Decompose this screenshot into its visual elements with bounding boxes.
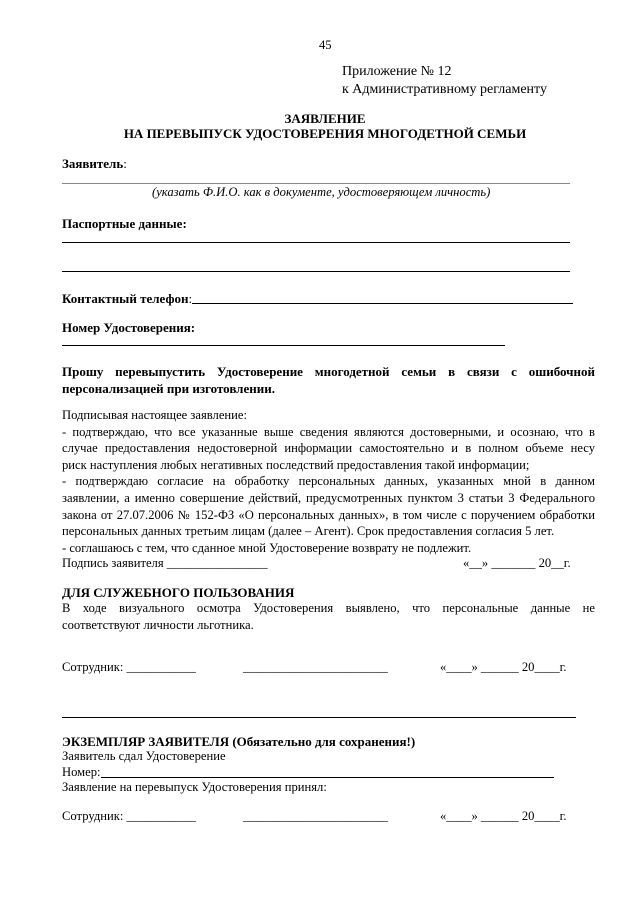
signature-date[interactable]: «__» _______ 20__г. [463, 556, 571, 570]
phone-field[interactable] [192, 303, 573, 304]
consent-line: - подтверждаю, что все указанные выше сведения являются достоверными, и осознаю, что в [62, 424, 595, 439]
consent-line: персональных данных третьим лицам (далее – Агент). Срок предоставления согласия 5 лет. [62, 524, 555, 539]
passport-field-1[interactable] [62, 242, 570, 243]
document-title: ЗАЯВЛЕНИЕ [284, 111, 366, 126]
applicant-label [62, 156, 127, 172]
phone-label [62, 291, 192, 307]
certificate-field[interactable] [62, 345, 505, 346]
signature-label[interactable]: Подпись заявителя ________________ [62, 556, 268, 570]
copy-date[interactable]: «____» ______ 20____г. [440, 809, 567, 823]
official-signature-blank[interactable]: _______________________ [243, 660, 388, 674]
phone-colon: : [188, 291, 193, 306]
page-number: 45 [319, 38, 332, 52]
consent-paragraph [62, 407, 595, 556]
copy-number-field[interactable] [101, 777, 554, 778]
official-line-1: В ходе визуального осмотра Удостоверения выявлено, что персональные данные не [62, 601, 595, 615]
passport-label: Паспортные данные: [62, 216, 187, 231]
official-use-paragraph [62, 600, 595, 633]
official-employee[interactable]: Сотрудник: ___________ [62, 660, 196, 674]
appendix-line-1: Приложение № 12 [342, 64, 452, 79]
applicant-name-field[interactable] [62, 183, 570, 184]
copy-employee[interactable]: Сотрудник: ___________ [62, 809, 196, 823]
request-paragraph [62, 364, 595, 397]
applicant-hint: (указать Ф.И.О. как в документе, удостоверяющем личность) [152, 185, 491, 199]
cut-divider [62, 717, 576, 718]
consent-line: - соглашаюсь с тем, что сданное мной Удостоверение возврату не подлежит. [62, 540, 472, 555]
consent-line: - подтверждаю согласие на обработку персональных данных, указанных мной в данном [62, 474, 595, 489]
consent-line: закона от 27.07.2006 № 152-ФЗ «О персональных данных», в том числе с поручением обработки [62, 507, 595, 522]
copy-line-1: Заявитель сдал Удостоверение [62, 749, 226, 763]
copy-signature-blank[interactable]: _______________________ [243, 809, 388, 823]
consent-line: риск наступления любых негативных последствий предоставления такой информации; [62, 457, 530, 472]
official-line-2: соответствуют личности льготника. [62, 617, 254, 632]
applicant-colon: : [123, 156, 127, 171]
certificate-label: Номер Удостоверения: [62, 320, 196, 335]
consent-intro: Подписывая настоящее заявление: [62, 408, 247, 422]
consent-line: заявлении, а именно совершение действий, предусмотренных пунктом 3 статьи 3 Федерального [62, 490, 595, 505]
copy-line-3: Заявление на перевыпуск Удостоверения принял: [62, 780, 327, 794]
passport-field-2[interactable] [62, 271, 570, 272]
official-use-heading: ДЛЯ СЛУЖЕБНОГО ПОЛЬЗОВАНИЯ [62, 585, 295, 600]
appendix-line-2: к Административному регламенту [342, 82, 547, 97]
applicant-copy-heading: ЭКЗЕМПЛЯР ЗАЯВИТЕЛЯ (Обязательно для сохранения!) [62, 734, 416, 749]
consent-line: случае предоставления недостоверной информации самостоятельно и в полном объеме несу [62, 441, 595, 456]
official-date[interactable]: «____» ______ 20____г. [440, 660, 567, 674]
phone-label-text: Контактный телефон [62, 291, 189, 306]
request-line-2: персонализацией при изготовлении. [62, 380, 275, 396]
document-subtitle: НА ПЕРЕВЫПУСК УДОСТОВЕРЕНИЯ МНОГОДЕТНОЙ СЕМЬИ [123, 126, 527, 141]
copy-number-label: Номер: [62, 765, 101, 779]
request-line-1: Прошу перевыпустить Удостоверение многодетной семьи в связи с ошибочной [62, 364, 595, 379]
applicant-label-text: Заявитель [62, 156, 124, 171]
